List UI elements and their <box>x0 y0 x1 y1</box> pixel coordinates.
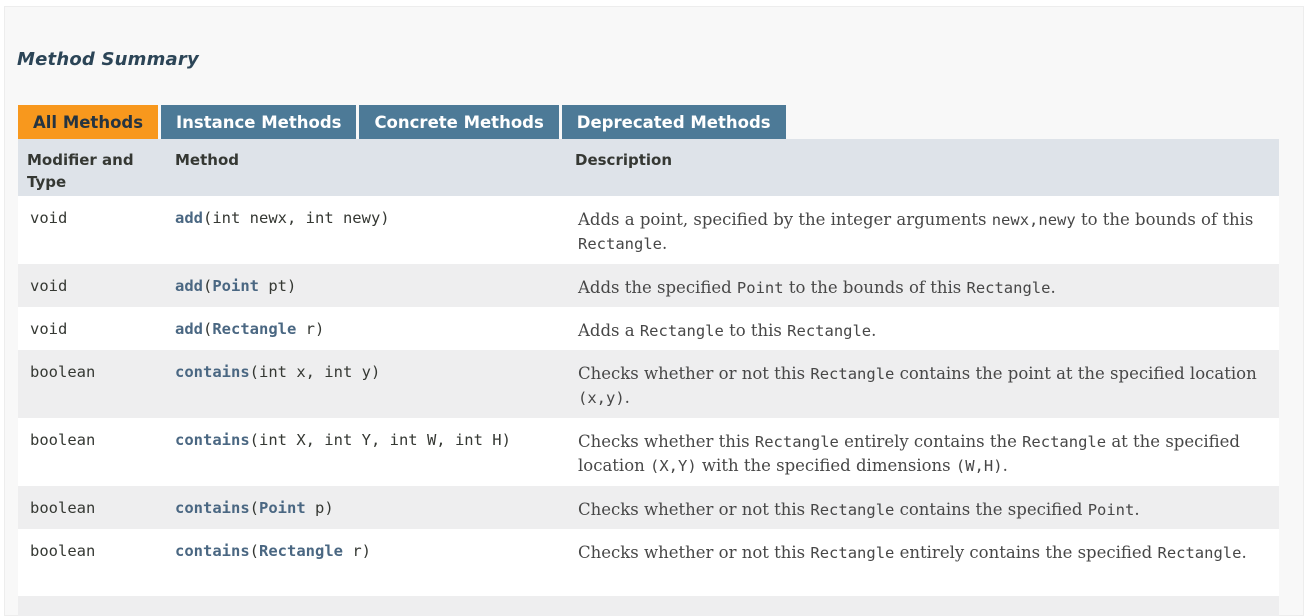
param-text: ( <box>249 499 259 517</box>
param-type-link[interactable]: Point <box>259 499 306 517</box>
tab-all-methods[interactable]: All Methods <box>18 105 158 139</box>
param-type-link[interactable]: Point <box>212 277 260 295</box>
table-row <box>18 264 1279 307</box>
table-row <box>18 350 1279 418</box>
param-text: (int x, int y) <box>249 363 381 381</box>
modifier-type-cell: boolean <box>30 499 96 517</box>
column-header-method: Method <box>175 151 239 169</box>
code-fragment: Rectangle <box>578 235 662 253</box>
code-fragment: Rectangle <box>1157 544 1242 562</box>
table-row <box>18 307 1279 350</box>
description-text: Checks whether or not this <box>578 500 811 519</box>
param-text: ( <box>203 320 213 338</box>
param-text: (int newx, int newy) <box>203 209 390 227</box>
method-name-link[interactable]: add <box>175 277 203 295</box>
code-fragment: newx,newy <box>991 211 1076 229</box>
method-signature-cell <box>166 307 569 355</box>
table-row <box>18 529 1279 596</box>
param-text: ( <box>249 542 259 560</box>
method-tabs <box>18 105 789 139</box>
method-summary-table <box>18 139 1279 616</box>
code-fragment: Rectangle <box>810 544 895 562</box>
column-header-modifier: Modifier and Type <box>27 151 134 191</box>
description-text: Checks whether or not this <box>578 543 811 562</box>
description-text: contains the specified <box>894 500 1088 519</box>
description-text: . <box>662 234 668 253</box>
modifier-type-cell: boolean <box>30 363 96 381</box>
description-cell <box>569 529 1279 596</box>
description-text: Checks whether or not this <box>578 364 811 383</box>
table-body <box>18 196 1279 596</box>
description-cell <box>569 264 1279 312</box>
method-name-link[interactable]: contains <box>175 363 250 381</box>
code-fragment: Rectangle <box>787 322 872 340</box>
param-text: pt) <box>259 277 297 295</box>
method-name-link[interactable]: add <box>175 209 203 227</box>
method-signature-cell <box>166 196 569 268</box>
description-text: Checks whether this <box>578 432 755 451</box>
code-fragment: Point <box>1087 501 1135 519</box>
section-title: Method Summary <box>17 49 199 70</box>
description-text: to the bounds of this <box>1075 210 1254 229</box>
description-text: . <box>1050 278 1056 297</box>
code-fragment: (W,H) <box>955 457 1003 475</box>
param-text: (int X, int Y, int W, int H) <box>249 431 511 449</box>
description-text: contains the point at the specified location <box>894 364 1257 383</box>
description-text: . <box>624 388 630 407</box>
modifier-type-cell: boolean <box>30 431 96 449</box>
table-header <box>18 139 1279 196</box>
method-name-link[interactable]: contains <box>175 542 250 560</box>
param-type-link[interactable]: Rectangle <box>259 542 343 560</box>
method-signature-cell <box>166 350 569 422</box>
description-text: Adds a point, specified by the integer arguments <box>578 210 992 229</box>
description-text: . <box>1134 500 1140 519</box>
description-cell <box>569 418 1279 490</box>
description-text: entirely contains the <box>838 432 1023 451</box>
tab-concrete-methods[interactable]: Concrete Methods <box>359 105 558 139</box>
description-text: . <box>1241 543 1247 562</box>
table-row-partial <box>18 596 1279 616</box>
description-cell <box>569 196 1279 268</box>
description-text: to the bounds of this <box>783 278 967 297</box>
modifier-type-cell: boolean <box>30 542 96 560</box>
code-fragment: Point <box>736 279 784 297</box>
param-text: p) <box>305 499 334 517</box>
description-cell <box>569 486 1279 534</box>
code-fragment: Rectangle <box>1022 433 1107 451</box>
modifier-type-cell: void <box>30 209 68 227</box>
param-type-link[interactable]: Rectangle <box>212 320 297 338</box>
description-text: Adds a <box>578 321 640 340</box>
table-row <box>18 486 1279 529</box>
description-text: entirely contains the specified <box>894 543 1158 562</box>
table-row <box>18 196 1279 264</box>
method-signature-cell <box>166 264 569 312</box>
tab-deprecated-methods[interactable]: Deprecated Methods <box>562 105 786 139</box>
method-name-link[interactable]: add <box>175 320 203 338</box>
description-text: Adds the specified <box>578 278 737 297</box>
modifier-type-cell: void <box>30 277 68 295</box>
param-text: r) <box>296 320 325 338</box>
column-header-description: Description <box>575 151 673 169</box>
code-fragment: Rectangle <box>754 433 839 451</box>
param-text: r) <box>343 542 371 560</box>
code-fragment: Rectangle <box>966 279 1051 297</box>
description-text: at the specified location <box>578 432 1240 475</box>
code-fragment: (x,y) <box>578 389 625 407</box>
method-signature-cell <box>166 486 569 534</box>
modifier-type-cell: void <box>30 320 68 338</box>
code-fragment: Rectangle <box>639 322 724 340</box>
description-text: . <box>1002 456 1008 475</box>
method-signature-cell <box>166 418 569 490</box>
description-text: to this <box>723 321 788 340</box>
method-signature-cell <box>166 529 569 596</box>
description-text: with the specified dimensions <box>696 456 956 475</box>
table-row <box>18 418 1279 486</box>
code-fragment: Rectangle <box>810 365 895 383</box>
description-cell <box>569 350 1279 422</box>
description-text: . <box>871 321 877 340</box>
description-cell <box>569 307 1279 355</box>
code-fragment: (X,Y) <box>650 457 697 475</box>
method-name-link[interactable]: contains <box>175 499 250 517</box>
code-fragment: Rectangle <box>810 501 895 519</box>
tab-instance-methods[interactable]: Instance Methods <box>161 105 356 139</box>
method-name-link[interactable]: contains <box>175 431 250 449</box>
param-text: ( <box>203 277 213 295</box>
